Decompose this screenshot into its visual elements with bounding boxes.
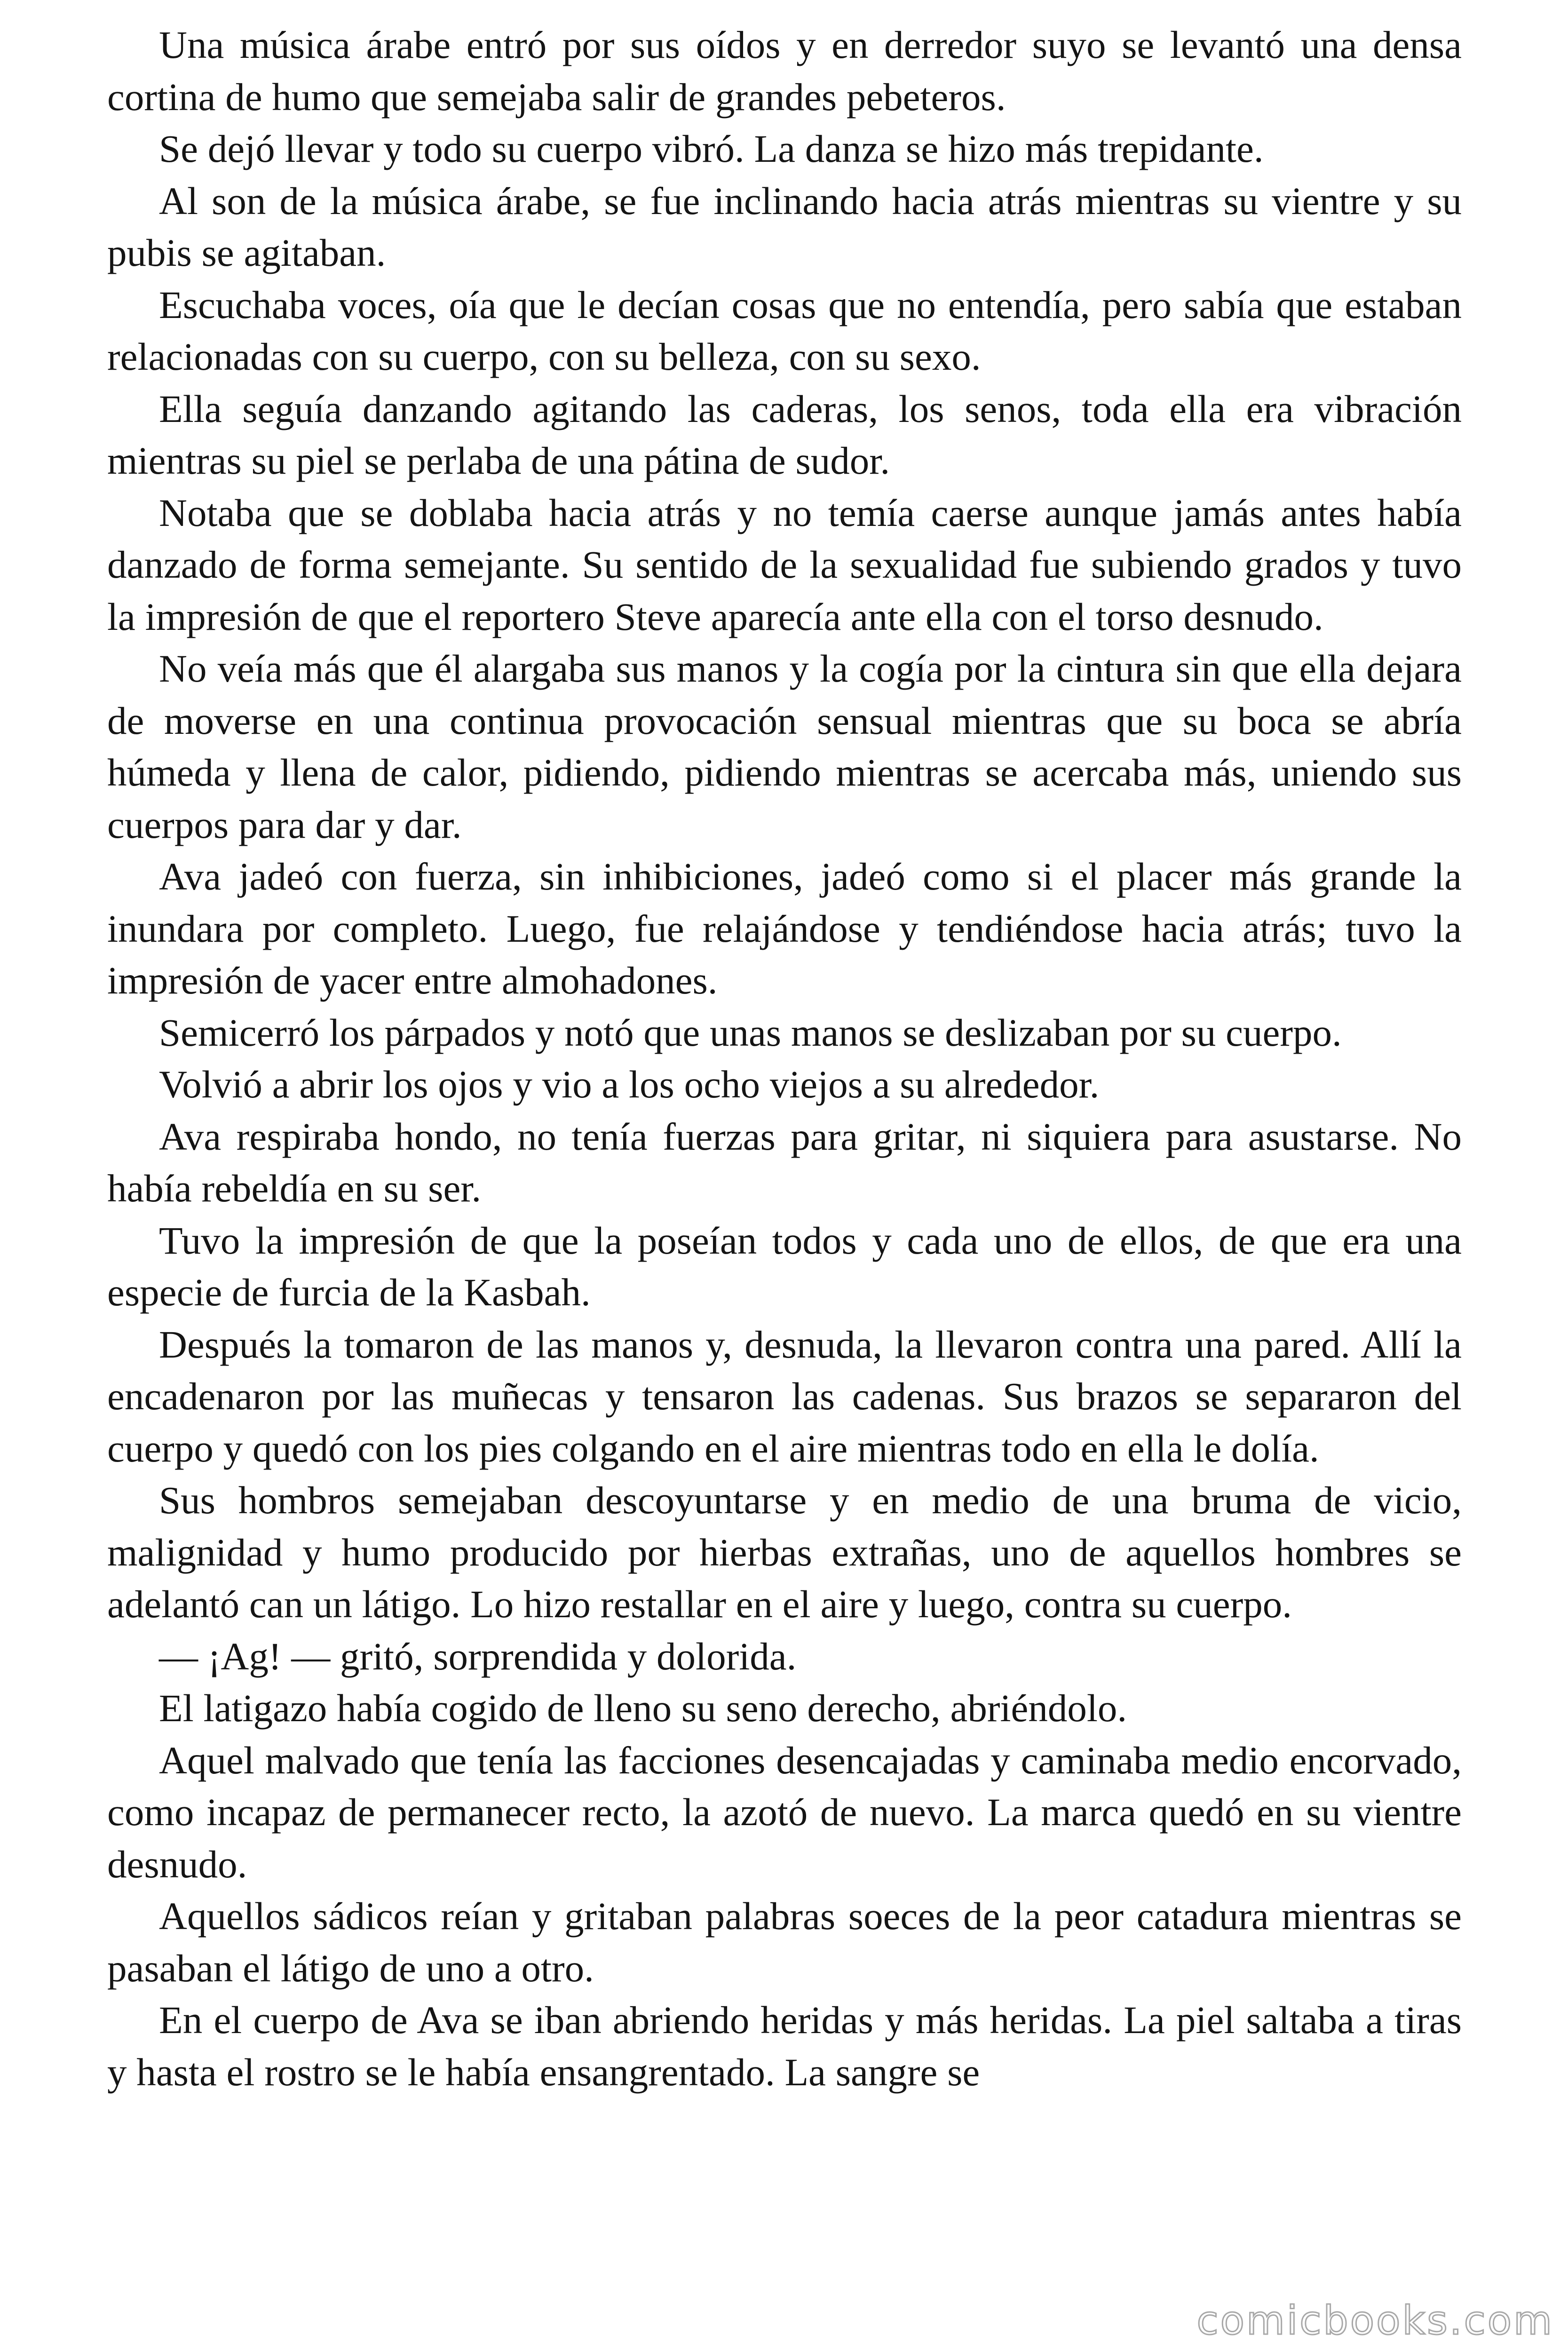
paragraph: Aquellos sádicos reían y gritaban palabras soeces de la peor catadura mientras se pasaban el látigo de uno a otro. bbox=[107, 1894, 1462, 1990]
paragraph: Semicerró los párpados y notó que unas manos se deslizaban por su cuerpo. bbox=[159, 1010, 1342, 1054]
paragraph: Una música árabe entró por sus oídos y en derredor suyo se levantó una densa cortina de humo que semejaba salir de grandes pebeteros. bbox=[107, 23, 1462, 119]
paragraph: En el cuerpo de Ava se iban abriendo heridas y más heridas. La piel saltaba a tiras y hasta el rostro se le había ensangrentado. La sangre se bbox=[107, 1998, 1462, 2094]
paragraph: El latigazo había cogido de lleno su seno derecho, abriéndolo. bbox=[159, 1686, 1127, 1730]
paragraph: Aquel malvado que tenía las facciones desencajadas y caminaba medio encorvado, como incapaz de permanecer recto, la azotó de nuevo. La marca quedó en su vientre desnudo. bbox=[107, 1738, 1462, 1886]
paragraph: Volvió a abrir los ojos y vio a los ocho viejos a su alrededor. bbox=[159, 1063, 1100, 1106]
paragraph: Sus hombros semejaban descoyuntarse y en medio de una bruma de vicio, malignidad y humo producido por hierbas extrañas, uno de aquellos hombres se adelantó can un látigo. Lo hizo restallar en el aire y luego, contra su cuerpo. bbox=[107, 1478, 1462, 1626]
paragraph: Notaba que se doblaba hacia atrás y no temía caerse aunque jamás antes había danzado de forma semejante. Su sentido de la sexualidad fue subiendo grados y tuvo la impresión de que el reportero Steve aparecía ante ella con el torso desnudo. bbox=[107, 491, 1462, 638]
paragraph: Ava jadeó con fuerza, sin inhibiciones, jadeó como si el placer más grande la inundara por completo. Luego, fue relajándose y tendiéndose hacia atrás; tuvo la impresión de yacer entre almohadones. bbox=[107, 855, 1462, 1002]
paragraph: Después la tomaron de las manos y, desnuda, la llevaron contra una pared. Allí la encadenaron por las muñecas y tensaron las cadenas. Sus brazos se separaron del cuerpo y quedó con los pies colgando en el aire mientras todo en ella le dolía. bbox=[107, 1322, 1462, 1470]
paragraph: Se dejó llevar y todo su cuerpo vibró. La danza se hizo más trepidante. bbox=[159, 127, 1264, 170]
paragraph: Escuchaba voces, oía que le decían cosas que no entendía, pero sabía que estaban relacionadas con su cuerpo, con su belleza, con su sexo. bbox=[107, 283, 1462, 378]
paragraph: Ava respiraba hondo, no tenía fuerzas para gritar, ni siquiera para asustarse. No había rebeldía en su ser. bbox=[107, 1114, 1462, 1210]
paragraph: No veía más que él alargaba sus manos y la cogía por la cintura sin que ella dejara de moverse en una continua provocación sensual mientras que su boca se abría húmeda y llena de calor, pidiendo, pidiendo mientras se acercaba más, uniendo sus cuerpos para dar y dar. bbox=[107, 647, 1462, 846]
paragraph: Tuvo la impresión de que la poseían todos y cada uno de ellos, de que era una especie de furcia de la Kasbah. bbox=[107, 1218, 1462, 1314]
paragraph: Ella seguía danzando agitando las caderas, los senos, toda ella era vibración mientras su piel se perlaba de una pátina de sudor. bbox=[107, 387, 1462, 482]
paragraph: — ¡Ag! — gritó, sorprendida y dolorida. bbox=[159, 1634, 797, 1678]
paragraph: Al son de la música árabe, se fue inclinando hacia atrás mientras su vientre y su pubis se agitaban. bbox=[107, 179, 1462, 274]
watermark: comicbooks.com bbox=[1196, 2297, 1554, 2344]
page-body bbox=[107, 19, 1462, 2098]
